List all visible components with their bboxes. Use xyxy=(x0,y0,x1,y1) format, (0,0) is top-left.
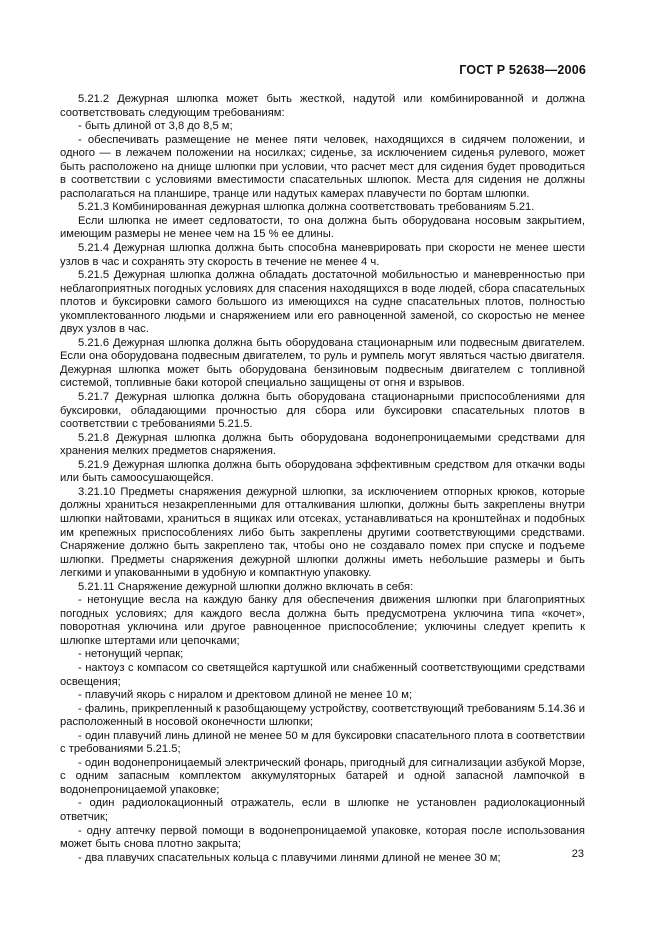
list-item: - быть длиной от 3,8 до 8,5 м; xyxy=(78,120,233,133)
paragraph-5-21-6: 5.21.6 Дежурная шлюпка должна быть оборудована стационарным или подвесным двигателем. Если она оборудована подвесным двигателем, то руль и румпель могут являться частью двигателя. Дежурная шлюпка может быть оборудована бензиновым подвесным двигателем с топливной системой, топливные баки которой специально защищены от огня и взрывов. xyxy=(60,336,585,390)
paragraph-5-21-8: 5.21.8 Дежурная шлюпка должна быть оборудована водонепроницаемыми средствами для хранения мелких предметов снаряжения. xyxy=(60,431,585,458)
list-item: - один плавучий линь длиной не менее 50 м для буксировки спасательного плота в соответствии с требованиями 5.21.5; xyxy=(60,729,585,756)
document-body xyxy=(60,93,585,865)
paragraph-5-21-2: 5.21.2 Дежурная шлюпка может быть жесткой, надутой или комбинированной и должна соответствовать следующим требованиям: xyxy=(60,93,585,119)
page-number: 23 xyxy=(571,848,584,860)
paragraph-5-21-7: 5.21.7 Дежурная шлюпка должна быть оборудована стационарными приспособлениями для буксировки, обладающими прочностью для сбора или буксировки спасательных плотов в соответствии с требованиями 5.21.5. xyxy=(60,391,585,431)
paragraph-5-21-4: 5.21.4 Дежурная шлюпка должна быть способна маневрировать при скорости не менее шести узлов в час и сохранять эту скорость в течение не менее 4 ч. xyxy=(60,242,585,268)
list-item: - обеспечивать размещение не менее пяти человек, находящихся в сидячем положении, и одного — в лежачем положении на носилках; сиденье, за исключением сиденья рулевого, может быть расположено на днище шлюпки при условии, что расчет мест для сидения будет проводиться в соответствии с условиями вместимости спасательных шлюпок. Места для сидения не должны располагаться на планшире, транце или надутых камерах плавучести по бортам шлюпки. xyxy=(60,133,585,200)
paragraph: Если шлюпка не имеет седловатости, то она должна быть оборудована носовым закрытием, имеющим размеры не менее чем на 15 % ее длины. xyxy=(60,214,585,241)
paragraph-3-21-10: 3.21.10 Предметы снаряжения дежурной шлюпки, за исключением отпорных крюков, которые должны храниться незакрепленными для отталкивания шлюпки, должны быть закреплены внутри шлюпки найтовами, храниться в ящиках или отсеках, устанавливаться на кронштейнах и подобных им крепежных приспособлениях либо быть закреплены другими соответствующими средствами. Снаряжение должно быть закреплено так, чтобы оно не создавало помех при спуске и подъеме шлюпки. Предметы снаряжения дежурной шлюпки должны иметь небольшие размеры и быть легкими и упакованными в удобную и компактную упаковку. xyxy=(60,485,585,580)
list-item: - один водонепроницаемый электрический фонарь, пригодный для сигнализации азбукой Морзе, с одним запасным комплектом аккумуляторных батарей и одной запасной лампочкой в водонепроницаемой упаковке; xyxy=(60,756,585,796)
standard-code-header: ГОСТ Р 52638—2006 xyxy=(459,63,586,77)
list-item: - одну аптечку первой помощи в водонепроницаемой упаковке, которая после использования может быть снова плотно закрыта; xyxy=(60,824,585,851)
list-item: - один радиолокационный отражатель, если в шлюпке не установлен радиолокационный ответчик; xyxy=(60,797,585,823)
paragraph-5-21-3: 5.21.3 Комбинированная дежурная шлюпка должна соответствовать требованиям 5.21. xyxy=(78,201,535,214)
paragraph-5-21-11: 5.21.11 Снаряжение дежурной шлюпки должно включать в себя: xyxy=(78,580,414,593)
list-item: - нетонущие весла на каждую банку для обеспечения движения шлюпки при благоприятных погодных условиях; для каждого весла должна быть предусмотрена уключина типа «кочет», поворотная уключина или другое равноценное приспособление; уключины следует крепить к шлюпке штертами или цепочками; xyxy=(60,594,585,647)
paragraph-5-21-5: 5.21.5 Дежурная шлюпка должна обладать достаточной мобильностью и маневренностью при неблагоприятных погодных условиях для спасения находящихся в воде людей, сбора спасательных плотов и буксировки самого большого из имеющихся на судне спасательных плотов, полностью укомплектованного людьми и снаряжением или его равноценной заменой, со скоростью не менее двух узлов в час. xyxy=(60,269,585,336)
list-item: - фалинь, прикрепленный к разобщающему устройству, соответствующий требованиям 5.14.36 и расположенный в носовой оконечности шлюпки; xyxy=(60,702,585,729)
list-item: - нетонущий черпак; xyxy=(78,648,184,661)
paragraph-5-21-9: 5.21.9 Дежурная шлюпка должна быть оборудована эффективным средством для откачки воды или быть самоосушающейся. xyxy=(60,458,585,485)
list-item: - нактоуз с компасом со светящейся картушкой или снабженный соответствующими средствами освещения; xyxy=(60,661,585,688)
list-item: - два плавучих спасательных кольца с плавучими линями длиной не менее 30 м; xyxy=(78,851,501,864)
list-item: - плавучий якорь с ниралом и дректовом длиной не менее 10 м; xyxy=(78,689,413,702)
